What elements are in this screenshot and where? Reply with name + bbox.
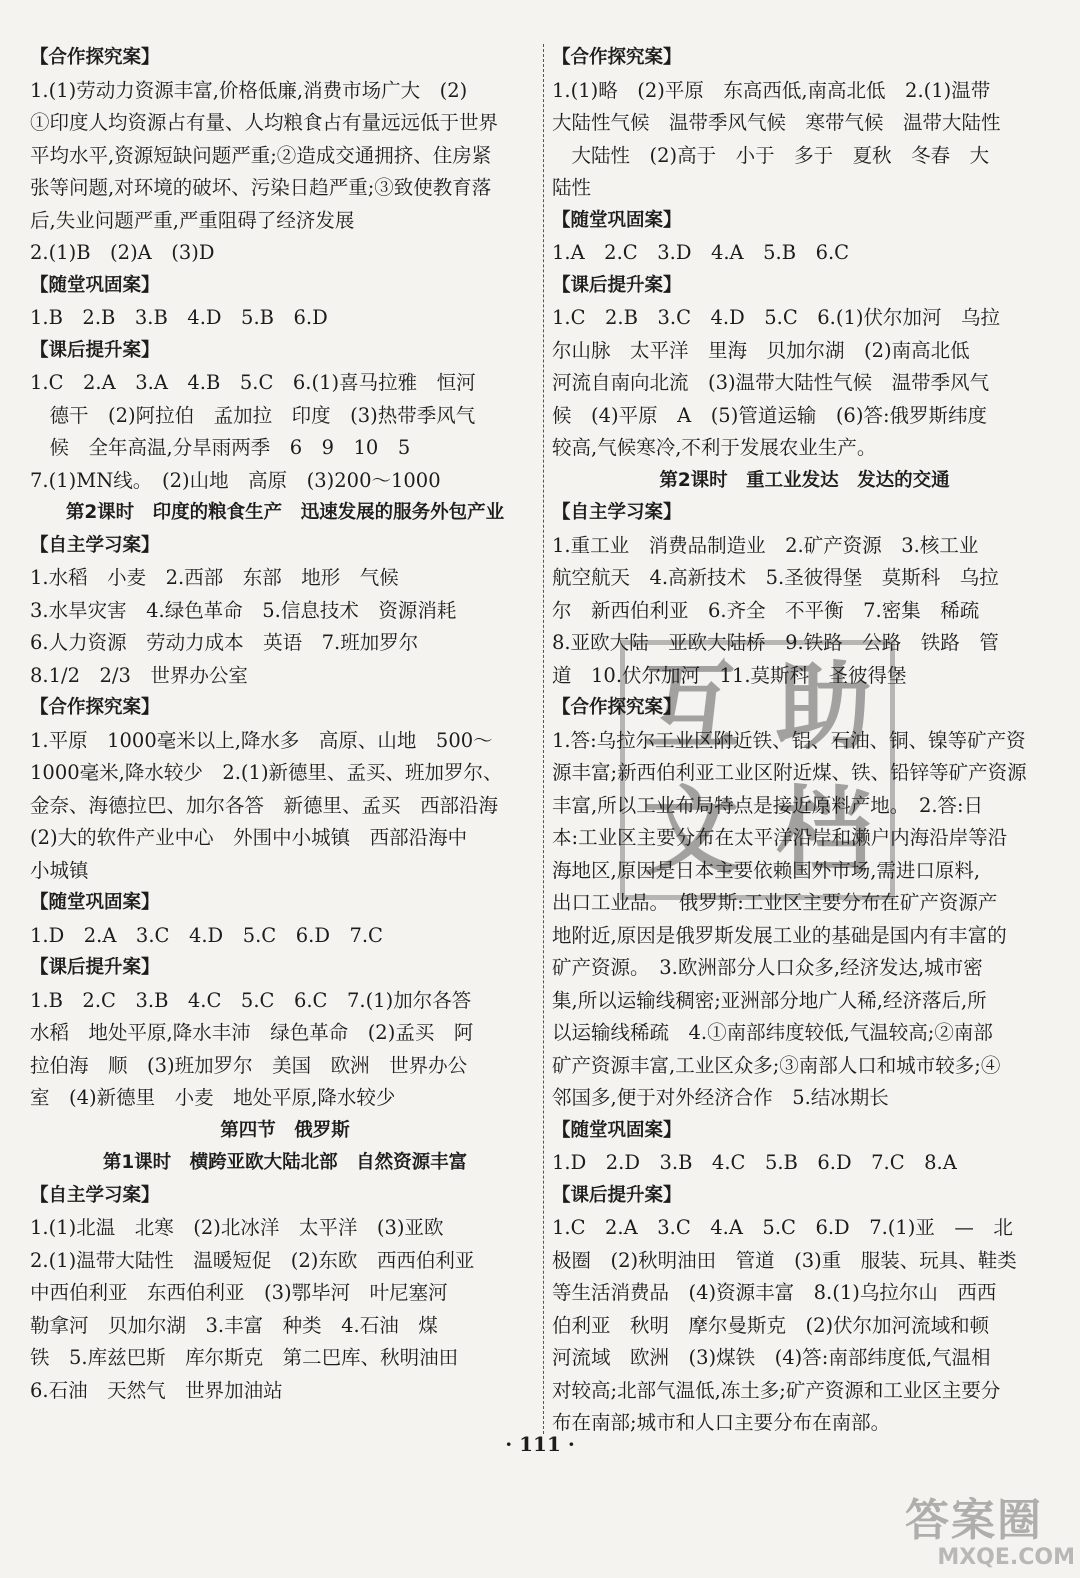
answer-line: 勒拿河 贝加尔湖 3.丰富 种类 4.石油 煤 [30,1313,438,1337]
section-heading: 【合作探究案】 [552,697,682,718]
answer-line: 1.C 2.A 3.A 4.B 5.C 6.(1)喜马拉雅 恒河 [30,371,476,394]
answer-line: 1.水稻 小麦 2.西部 东部 地形 气候 [30,566,399,589]
answer-line: 伯利亚 秋明 摩尔曼斯克 (2)伏尔加河流域和顿 [552,1313,990,1337]
section-heading: 【课后提升案】 [30,957,160,978]
lesson-title: 第2课时 印度的粮食生产 迅速发展的服务外包产业 [65,502,505,523]
answer-line: 后,失业问题严重,严重阻碍了经济发展 [30,208,355,232]
stamp-char: 档 [775,776,872,888]
section-heading: 【合作探究案】 [552,47,682,68]
section-heading: 【随堂巩固案】 [552,209,682,231]
answer-line: 候 全年高温,分旱雨两季 6 9 10 5 [30,436,411,459]
answer-line: 1.(1)劳动力资源丰富,价格低廉,消费市场广大 (2) [30,78,468,102]
answer-line: 1.(1)北温 北寒 (2)北冰洋 太平洋 (3)亚欧 [30,1216,444,1239]
answer-line: 丰富,所以工业布局特点是接近原料产地。 2.答:日 [552,793,984,817]
answer-line: 小城镇 [30,858,89,882]
answer-line: 1.B 2.B 3.B 4.D 5.B 6.D [30,306,328,329]
stamp-char: 助 [775,651,872,763]
answer-line: 1.重工业 消费品制造业 2.矿产资源 3.核工业 [552,533,979,557]
answer-line: 尔 新西伯利亚 6.齐全 不平衡 7.密集 稀疏 [552,598,980,622]
answer-line: (2)大的软件产业中心 外围中小城镇 西部沿海中 [30,826,468,849]
answer-line: 矿产资源。 3.欧洲部分人口众多,经济发达,城市密 [552,956,983,979]
answer-line: 地附近,原因是俄罗斯发展工业的基础是国内有丰富的 [552,923,1007,947]
answer-line: 6.石油 天然气 世界加油站 [30,1378,283,1402]
answer-line: 陆性 [552,176,592,199]
section-heading: 【自主学习案】 [552,502,682,523]
answer-line: 大陆性气候 温带季风气候 寒带气候 温带大陆性 [552,111,1001,134]
section-heading: 【课后提升案】 [552,274,682,296]
stamp-seal [620,640,895,900]
answer-line: ①印度人均资源占有量、人均粮食占有量远远低于世界 [30,111,499,134]
answer-line: 拉伯海 顺 (3)班加罗尔 美国 欧洲 世界办公 [30,1053,468,1077]
answer-line: 道 10.伏尔加河 11.莫斯科 圣彼得堡 [552,663,907,687]
answer-line: 铁 5.库兹巴斯 库尔斯克 第二巴库、秋明油田 [30,1346,459,1369]
section-heading: 【随堂巩固案】 [30,892,160,913]
section-heading: 【自主学习案】 [30,1184,160,1206]
section-heading: 【课后提升案】 [552,1184,682,1206]
answer-line: 对较高;北部气温低,冻土多;矿产资源和工业区主要分 [552,1378,1001,1402]
lesson-title: 第2课时 重工业发达 发达的交通 [659,469,950,491]
answer-line: 平均水平,资源短缺问题严重;②造成交通拥挤、住房紧 [30,143,492,167]
answer-line: 中西伯利亚 东西伯利亚 (3)鄂毕河 叶尼塞河 [30,1281,448,1304]
answer-line: 3.水旱灾害 4.绿色革命 5.信息技术 资源消耗 [30,598,457,622]
answer-line: 以运输线稀疏 4.①南部纬度较低,气温较高;②南部 [552,1021,993,1044]
left-column [30,42,540,1407]
answer-line: 8.1/2 2/3 世界办公室 [30,663,248,687]
answer-line: 1.D 2.D 3.B 4.C 5.B 6.D 7.C 8.A [552,1151,957,1174]
answer-line: 河流自南向北流 (3)温带大陆性气候 温带季风气 [552,371,990,394]
watermark-logo [905,1496,1075,1572]
answer-line: 布在南部;城市和人口主要分布在南部。 [552,1411,891,1434]
answer-line: 航空航天 4.高新技术 5.圣彼得堡 莫斯科 乌拉 [552,566,999,589]
answer-line: 2.(1)B (2)A (3)D [30,241,215,264]
answer-line: 1.C 2.A 3.C 4.A 5.C 6.D 7.(1)亚 — 北 [552,1216,1013,1239]
watermark-url: MXQE.COM [937,1545,1075,1570]
section-heading: 【随堂巩固案】 [552,1119,682,1141]
page-number: · 111 · [505,1432,575,1456]
answer-line: 7.(1)MN线。 (2)山地 高原 (3)200～1000 [30,468,441,492]
answer-line: 室 (4)新德里 小麦 地处平原,降水较少 [30,1086,396,1109]
answer-line: 2.(1)温带大陆性 温暖短促 (2)东欧 西西伯利亚 [30,1248,475,1272]
answer-line: 海地区,原因是日本主要依赖国外市场,需进口原料, [552,858,981,882]
answer-line: 等生活消费品 (4)资源丰富 8.(1)乌拉尔山 西西 [552,1281,997,1304]
answer-line: 1.平原 1000毫米以上,降水多 高原、山地 500～ [30,728,493,752]
column-divider [543,44,544,1434]
answer-line: 矿产资源丰富,工业区众多;③南部人口和城市较多;④ [552,1053,1001,1077]
answer-line: 极圈 (2)秋明油田 管道 (3)重 服装、玩具、鞋类 [552,1248,1017,1272]
answer-line: 候 (4)平原 A (5)管道运输 (6)答:俄罗斯纬度 [552,403,988,427]
stamp-char: 互 [643,651,740,763]
answer-line: 张等问题,对环境的破坏、污染日趋严重;③致使教育落 [30,176,492,199]
section-heading: 【合作探究案】 [30,697,160,718]
answer-line: 较高,气候寒冷,不利于发展农业生产。 [552,436,877,459]
answer-line: 出口工业品。 俄罗斯:工业区主要分布在矿产资源产 [552,891,998,914]
answer-line: 1.(1)略 (2)平原 东高西低,南高北低 2.(1)温带 [552,78,991,102]
answer-line: 尔山脉 太平洋 里海 贝加尔湖 (2)南高北低 [552,338,970,362]
answer-line: 8.亚欧大陆 亚欧大陆桥 9.铁路 公路 铁路 管 [552,631,999,654]
answer-line: 6.人力资源 劳动力成本 英语 7.班加罗尔 [30,631,419,654]
answer-line: 1.C 2.B 3.C 4.D 5.C 6.(1)伏尔加河 乌拉 [552,306,1000,329]
answer-line: 大陆性 (2)高于 小于 多于 夏秋 冬春 大 [552,143,990,167]
watermark-text: 答案圈 [905,1495,1043,1546]
answer-line: 邻国多,便于对外经济合作 5.结冰期长 [552,1086,889,1109]
answer-line: 德干 (2)阿拉伯 孟加拉 印度 (3)热带季风气 [30,403,476,427]
section-heading: 【自主学习案】 [30,534,160,556]
lesson-title: 第1课时 横跨亚欧大陆北部 自然资源丰富 [102,1152,468,1173]
lesson-title: 第四节 俄罗斯 [220,1119,350,1141]
answer-line: 河流域 欧洲 (3)煤铁 (4)答:南部纬度低,气温相 [552,1346,991,1369]
answer-line: 1000毫米,降水较少 2.(1)新德里、孟买、班加罗尔、 [30,761,503,784]
section-heading: 【随堂巩固案】 [30,274,160,296]
section-heading: 【课后提升案】 [30,339,160,361]
answer-line: 金奈、海德拉巴、加尔各答 新德里、孟买 西部沿海 [30,793,499,817]
answer-line: 水稻 地处平原,降水丰沛 绿色革命 (2)孟买 阿 [30,1021,474,1044]
answer-line: 1.答:乌拉尔工业区附近铁、铝、石油、铜、镍等矿产资 [552,728,1026,752]
section-heading: 【合作探究案】 [30,47,160,68]
answer-line: 1.B 2.C 3.B 4.C 5.C 6.C 7.(1)加尔各答 [30,988,472,1012]
answer-line: 集,所以运输线稠密;亚洲部分地广人稀,经济落后,所 [552,988,987,1012]
answer-line: 源丰富;新西伯利亚工业区附近煤、铁、铅锌等矿产资源 [552,761,1027,784]
answer-line: 1.A 2.C 3.D 4.A 5.B 6.C [552,241,850,264]
answer-line: 1.D 2.A 3.C 4.D 5.C 6.D 7.C [30,923,383,947]
stamp-char: 文 [643,776,740,888]
answer-line: 本:工业区主要分布在太平洋沿岸和濑户内海沿岸等沿 [552,826,1008,849]
